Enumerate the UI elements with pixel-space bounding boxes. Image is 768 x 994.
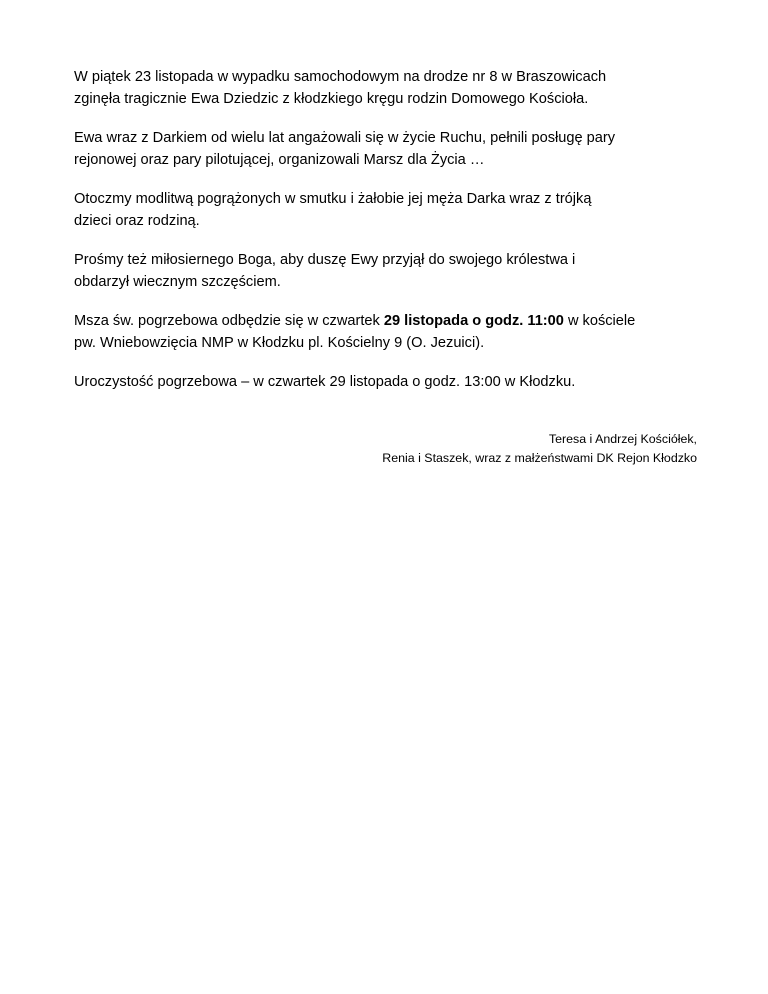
- mass-text-before: Msza św. pogrzebowa odbędzie się w czwartek: [74, 313, 384, 329]
- paragraph-funeral: [74, 371, 714, 393]
- paragraph-prayer: [74, 188, 714, 232]
- paragraph-line: dzieci oraz rodziną.: [74, 213, 200, 229]
- paragraph-line: Uroczystość pogrzebowa – w czwartek 29 listopada o godz. 13:00 w Kłodzku.: [74, 374, 576, 390]
- paragraph-line: zginęła tragicznie Ewa Dziedzic z kłodzkiego kręgu rodzin Domowego Kościoła.: [74, 91, 589, 107]
- signature-line: Teresa i Andrzej Kościółek,: [548, 432, 697, 446]
- paragraph-line: rejonowej oraz pary pilotującej, organizowali Marsz dla Życia …: [74, 152, 485, 168]
- signature-line: Renia i Staszek, wraz z małżeństwami DK Rejon Kłodzko: [382, 451, 697, 465]
- mass-text-after: w kościele: [563, 313, 636, 329]
- signature-block: [382, 430, 697, 468]
- mass-date-time: 29 listopada o godz. 11:00: [383, 313, 564, 329]
- paragraph-line: obdarzył wiecznym szczęściem.: [74, 274, 281, 290]
- paragraph-line: W piątek 23 listopada w wypadku samochodowym na drodze nr 8 w Braszowicach: [74, 69, 607, 85]
- document-body: [74, 66, 714, 410]
- paragraph-line: [74, 310, 714, 332]
- paragraph-mass: [74, 310, 714, 354]
- paragraph-line: Prośmy też miłosiernego Boga, aby duszę Ewy przyjął do swojego królestwa i: [74, 252, 576, 268]
- paragraph-accident: [74, 66, 714, 110]
- paragraph-service: [74, 127, 714, 171]
- paragraph-line: Otoczmy modlitwą pogrążonych w smutku i żałobie jej męża Darka wraz z trójką: [74, 191, 592, 207]
- paragraph-request: [74, 249, 714, 293]
- paragraph-line: pw. Wniebowzięcia NMP w Kłodzku pl. Kościelny 9 (O. Jezuici).: [74, 335, 485, 351]
- paragraph-line: Ewa wraz z Darkiem od wielu lat angażowali się w życie Ruchu, pełnili posługę pary: [74, 130, 616, 146]
